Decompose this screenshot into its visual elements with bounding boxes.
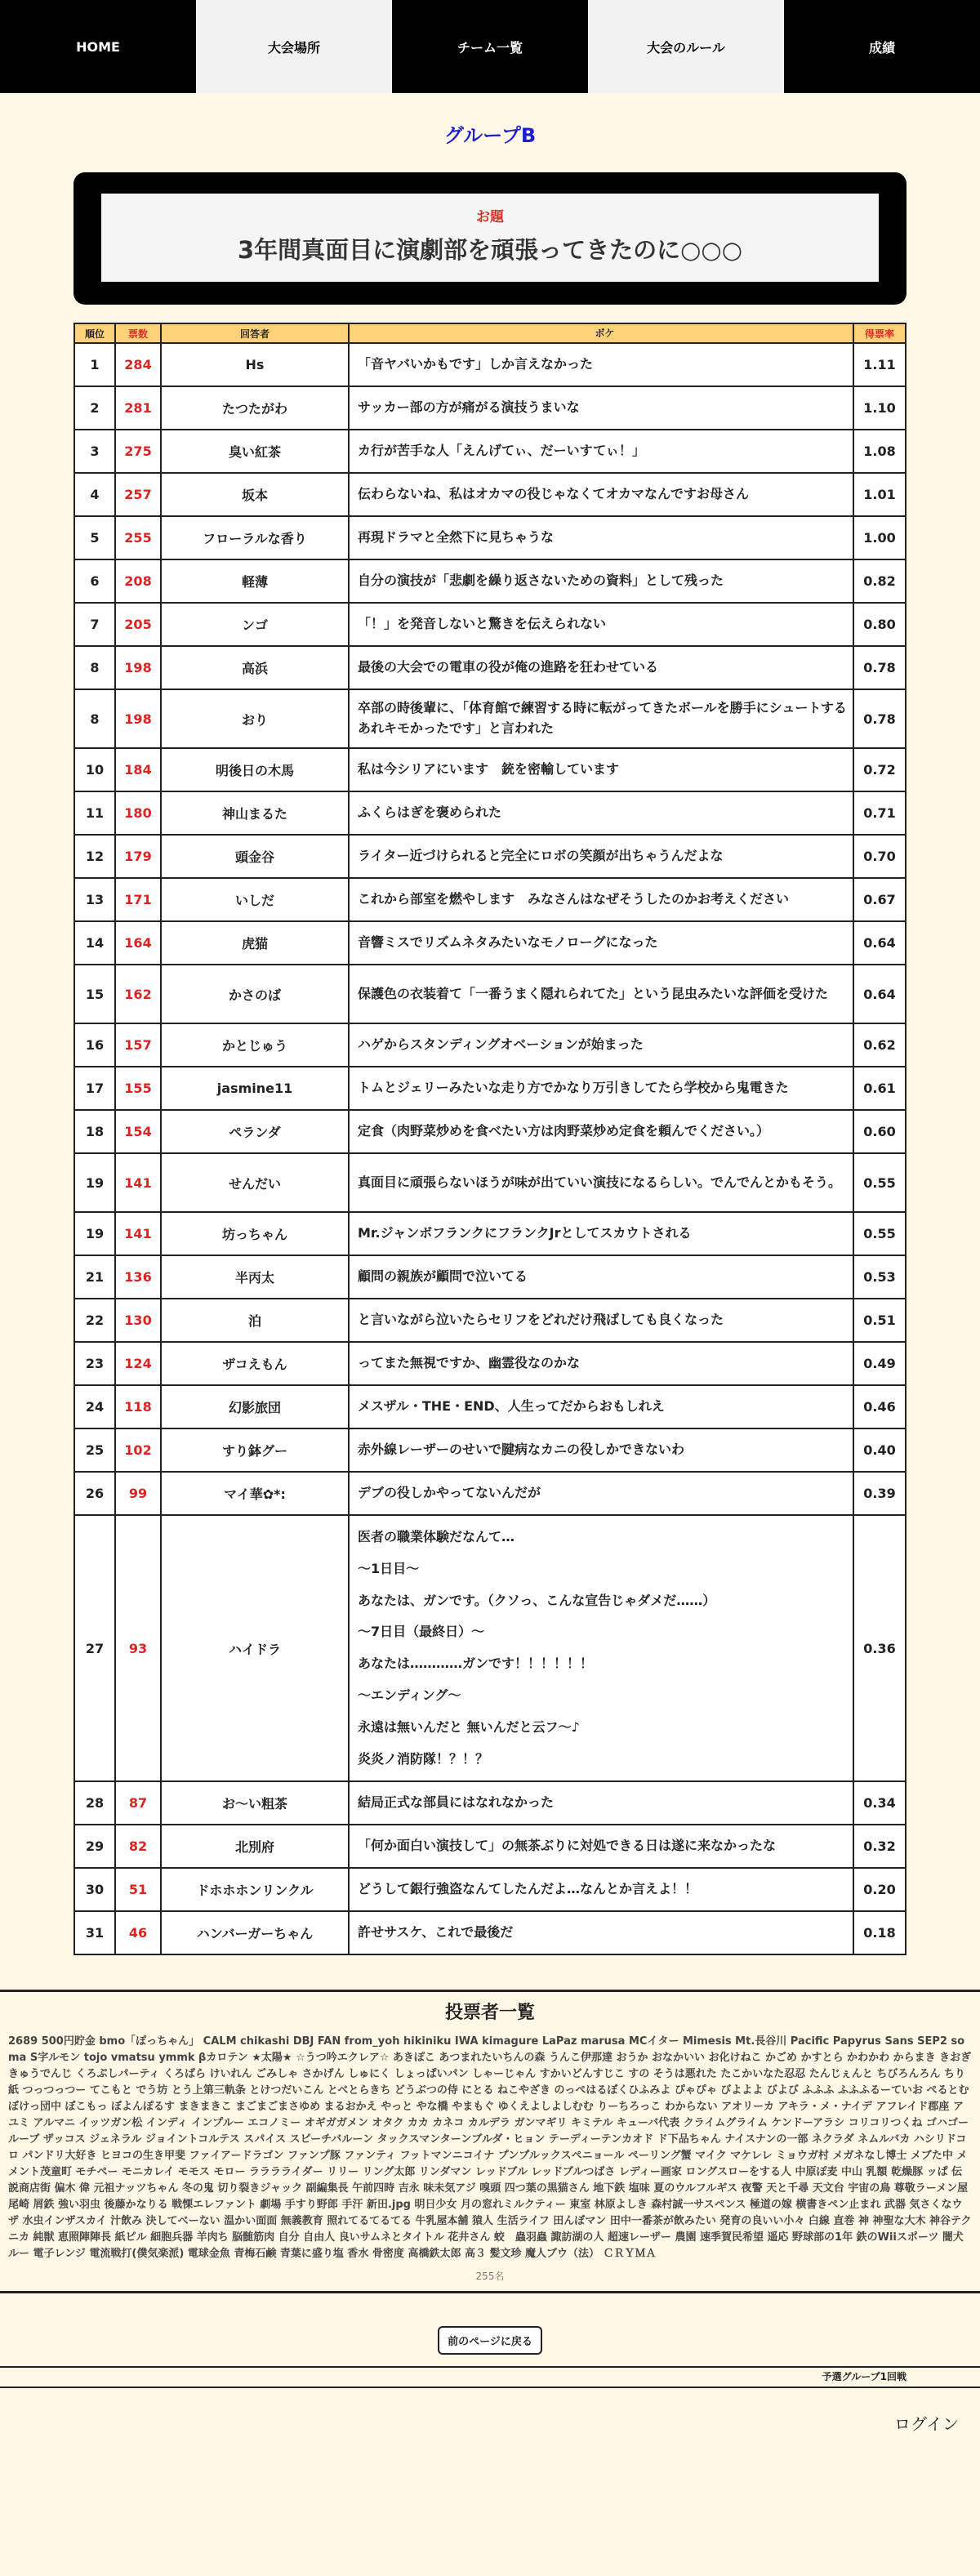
name-cell: 坂本 xyxy=(161,473,349,516)
header-rank: 順位 xyxy=(74,323,115,343)
name-cell: せんだい xyxy=(161,1153,349,1212)
boke-cell: これから部室を燃やします みなさんはなぜそうしたのかお考えください xyxy=(349,878,853,921)
topic-label: お題 xyxy=(476,209,504,225)
name-cell: ハイドラ xyxy=(161,1515,349,1781)
name-cell: お〜い粗茶 xyxy=(161,1781,349,1825)
name-cell: 泊 xyxy=(161,1299,349,1342)
rate-cell: 0.55 xyxy=(853,1153,906,1212)
name-cell: 虎猫 xyxy=(161,921,349,965)
votes-cell: 141 xyxy=(115,1212,161,1255)
back-button[interactable]: 前のページに戻る xyxy=(438,2326,542,2355)
boke-cell: カ行が苦手な人「えんげてぃ、だーいすてぃ！」 xyxy=(349,430,853,473)
boke-cell: サッカー部の方が痛がる演技うまいな xyxy=(349,386,853,430)
rank-cell: 25 xyxy=(74,1428,115,1472)
voters-list: 2689 500円貯金 bmo「ぽっちゃん」 CALM chikashi DBJ FAN from_yoh hikiniku IWA kimagure LaPaz marusa MCイター Mimesis Mt.長谷川 Pacific Papyrus Sans SEP2 soma S字ルモン tojo vmatsu ymmk βカロテン ★太陽★ ☆うつ吟エクレア☆ あきぽこ あつまれたいちんの森 うんこ伊那達 おうか おなかいい お化けねこ かごめ かすとら かわかわ からまき きおぎ きゅうでんじ くろぷしパーティ くろばら けいれん ごみしゃ さかげん しゅにく しょっぱいパン しゃーじゃん すかいどんすじこ すの そうは悪れた たこかいなた忍忍 たんじぇんと ちびろんろん ちり紙 つっつっつー てこもと でう坊 とう上第三軌条 とけつだいこん とべとらきち どうぶつの侍 にとる ねこやざき のっぺはるぼくひふみよ ぴゃぴゃ びよよよ びよび ふふふ ふふふるーていお ぺるとむ ぼけっ団中 ぼこもっ ぼよんぽるす まきまきこ まごまごまさゆめ まるおかえ やっと やな橋 やまもぐ ゆくえよしよしむむ りーちろっこ わからない アオリーカ アキラ・メ・ナイデ アフレイド郡座 アユミ アルマニ イッツガン松 インディ インプルー エコノミー オギガガメン オタク カカ カネコ カルデラ ガンマギリ キミテル キューバ代表 クライムグライム ケンドーアラシ コリコリつくね ゴハゴールーブ ザッコス ジェネラル ジョイントコルテス スパイス スピーチバルーン タックスマンターンブルダ・ヒョン テーディーテンカオド ド下品ちゃん ナイスナンの一部 ネクラダ ネムルバカ ハシリドコロ パンドリ大好き ヒヨコの生き甲斐 ファイアードラゴン ファンプ豚 ファンティ フットマンニコイナ プンプルックスペニョール ペーリング蟹 マイク マケレレ ミョウガ村 メガネなし博士 メブた中 メメント茂童町 モチペー モニカレイ モモス モロー ラララライダー リリー リング太郎 リンダマン レッドブル レッドブルつばさ レディー画家 ロングスローをする人 中原ぽ麦 中山 乳額 乾燥豚 ッぱ 伝説商店街 偏木 偉 元祖ナッツちゃん 冬の鬼 切り裂きジャック 副編集長 午前四時 吉永 味未気アジ 嗅頭 四つ葉の黒猫さん 地下鉄 塩味 夏のウルフルギス 夜警 天と千尋 天文台 宇宙の鳥 尊敬ラーメン屋 尾崎 屑鉄 強い羽虫 後藤かなりる 戦慄エレファント 劇場 手すり野郎 手汗 新田.jpg 明日少女 月の窓れミルクティー 東室 林原よしき 森村誠一サスペンス 極道の嫁 横書きペン止まれ 武器 気さくなウザ 水虫インザスカイ 汁飲み 決してべーない 温かい面面 無義教育 照れてるてるてる 牛乳屋本舗 猿人 生活ライフ 田んぼマン 田中一番茶が飲みたい 発育の良いい小々 白線 直巻 神 神聖な大木 神谷テクニカ 純獣 恵照陣陣長 紙ピル 細胞兵器 羊肉ち 脳髄筋肉 自分 自由人 良いサムネとタイトル 花井さん 蛟 蟲羽蟲 諏訪湖の人 超速レーザー 農園 速季賀民希望 遥応 野球部の1年 鉄のWiiスポーツ 闇犬ルー 電子レンジ 電流戦打(僕気楽派) 電球金魚 青梅石鹸 青葉に盛り塩 香水 骨密度 高橋鉄太郎 高３ 髪文珍 魔人ブウ（法） ＣＲＹＭＡ xyxy=(8,2035,972,2261)
name-cell: 臭い紅茶 xyxy=(161,430,349,473)
name-cell: ペランダ xyxy=(161,1110,349,1153)
topic-text: 3年間真面目に演劇部を頑張ってきたのに○○○ xyxy=(237,236,743,264)
name-cell: かとじゅう xyxy=(161,1023,349,1067)
rate-cell: 0.80 xyxy=(853,603,906,646)
rate-cell: 1.00 xyxy=(853,516,906,559)
boke-cell: 結局正式な部員にはなれなかった xyxy=(349,1781,853,1825)
name-cell: 神山まるた xyxy=(161,791,349,835)
votes-cell: 154 xyxy=(115,1110,161,1153)
table-row xyxy=(74,516,906,559)
name-cell: 北別府 xyxy=(161,1825,349,1868)
boke-cell: メスザル・THE・END、人生ってだからおもしれえ xyxy=(349,1385,853,1428)
votes-cell: 171 xyxy=(115,878,161,921)
login-link[interactable]: ログイン xyxy=(894,2414,959,2435)
votes-cell: 155 xyxy=(115,1067,161,1110)
table-row xyxy=(74,791,906,835)
name-cell: 坊っちゃん xyxy=(161,1212,349,1255)
rank-cell: 17 xyxy=(74,1067,115,1110)
rate-cell: 0.20 xyxy=(853,1868,906,1911)
boke-cell: 「音ヤバいかもです」しか言えなかった xyxy=(349,343,853,386)
table-row xyxy=(74,646,906,689)
rank-cell: 4 xyxy=(74,473,115,516)
table-row xyxy=(74,559,906,603)
boke-cell xyxy=(349,1515,853,1781)
rank-cell: 13 xyxy=(74,878,115,921)
rank-cell: 15 xyxy=(74,965,115,1023)
boke-cell: ハゲからスタンディングオベーションが始まった xyxy=(349,1023,853,1067)
rank-cell: 28 xyxy=(74,1781,115,1825)
rank-cell: 30 xyxy=(74,1868,115,1911)
rank-cell: 27 xyxy=(74,1515,115,1781)
name-cell: 高浜 xyxy=(161,646,349,689)
rank-cell: 31 xyxy=(74,1911,115,1954)
votes-cell: 284 xyxy=(115,343,161,386)
rate-cell: 0.46 xyxy=(853,1385,906,1428)
rank-cell: 5 xyxy=(74,516,115,559)
rate-cell: 0.49 xyxy=(853,1342,906,1385)
votes-cell: 93 xyxy=(115,1515,161,1781)
header-rate: 得票率 xyxy=(853,323,906,343)
voters-count: 255名 xyxy=(475,2271,505,2283)
boke-cell: 卒部の時後輩に、「体育館で練習する時に転がってきたボールを勝手にシュートするあれキモかったです」と言われた xyxy=(349,689,853,748)
votes-cell: 118 xyxy=(115,1385,161,1428)
boke-cell: 真面目に頑張らないほうが味が出ていい演技になるらしい。でんでんとかもそう。 xyxy=(349,1153,853,1212)
table-row xyxy=(74,689,906,748)
rate-cell: 1.10 xyxy=(853,386,906,430)
boke-cell: Mr.ジャンボフランクにフランクJrとしてスカウトされる xyxy=(349,1212,853,1255)
name-cell: 頭金谷 xyxy=(161,835,349,878)
votes-cell: 198 xyxy=(115,689,161,748)
name-cell: 幻影旅団 xyxy=(161,1385,349,1428)
table-row xyxy=(74,1385,906,1428)
name-cell: 半丙太 xyxy=(161,1255,349,1299)
votes-cell: 124 xyxy=(115,1342,161,1385)
boke-cell: トムとジェリーみたいな走り方でかなり万引きしてたら学校から鬼電きた xyxy=(349,1067,853,1110)
boke-cell: 伝わらないね、私はオカマの役じゃなくてオカマなんですお母さん xyxy=(349,473,853,516)
table-row xyxy=(74,603,906,646)
rate-cell: 0.67 xyxy=(853,878,906,921)
name-cell: Hs xyxy=(161,343,349,386)
rate-cell: 0.32 xyxy=(853,1825,906,1868)
votes-cell: 102 xyxy=(115,1428,161,1472)
rank-cell: 23 xyxy=(74,1342,115,1385)
table-row xyxy=(74,1212,906,1255)
rate-cell: 0.55 xyxy=(853,1212,906,1255)
boke-cell: どうして銀行強盗なんてしたんだよ…なんとか言えよ！！ xyxy=(349,1868,853,1911)
votes-cell: 87 xyxy=(115,1781,161,1825)
rank-cell: 19 xyxy=(74,1212,115,1255)
votes-cell: 141 xyxy=(115,1153,161,1212)
boke-cell: 「！」を発音しないと驚きを伝えられない xyxy=(349,603,853,646)
top-nav xyxy=(0,0,980,93)
name-cell: ドホホホンリンクル xyxy=(161,1868,349,1911)
footer-link-group[interactable]: 予選グループ1回戦 xyxy=(822,2371,906,2383)
footer-divider-2 xyxy=(0,2387,980,2388)
name-cell: すり鉢グー xyxy=(161,1428,349,1472)
votes-cell: 281 xyxy=(115,386,161,430)
table-row xyxy=(74,1023,906,1067)
topic-box xyxy=(74,172,906,305)
table-row xyxy=(74,748,906,791)
header-votes: 票数 xyxy=(115,323,161,343)
name-cell: たつたがわ xyxy=(161,386,349,430)
rate-cell: 0.64 xyxy=(853,921,906,965)
boke-cell: 音響ミスでリズムネタみたいなモノローグになった xyxy=(349,921,853,965)
rate-cell: 0.78 xyxy=(853,646,906,689)
boke-cell: ふくらはぎを褒められた xyxy=(349,791,853,835)
boke-cell: 許せサスケ、これで最後だ xyxy=(349,1911,853,1954)
footer-divider xyxy=(0,2366,980,2368)
votes-cell: 179 xyxy=(115,835,161,878)
boke-cell: 顧問の親族が顧問で泣いてる xyxy=(349,1255,853,1299)
boke-cell: ライター近づけられると完全にロボの笑顔が出ちゃうんだよな xyxy=(349,835,853,878)
votes-cell: 205 xyxy=(115,603,161,646)
table-row xyxy=(74,343,906,386)
rank-cell: 12 xyxy=(74,835,115,878)
table-row xyxy=(74,386,906,430)
rank-cell: 22 xyxy=(74,1299,115,1342)
table-row xyxy=(74,878,906,921)
nav-item[interactable]: 大会場所 xyxy=(196,0,392,93)
rate-cell: 0.36 xyxy=(853,1515,906,1781)
rank-cell: 1 xyxy=(74,343,115,386)
rank-cell: 8 xyxy=(74,646,115,689)
votes-cell: 99 xyxy=(115,1472,161,1515)
boke-cell: 「何か面白い演技して」の無茶ぶりに対処できる日は遂に来なかったな xyxy=(349,1825,853,1868)
boke-line: 〜7日目（最終日）〜 xyxy=(358,1624,485,1640)
header-name: 回答者 xyxy=(161,323,349,343)
votes-cell: 136 xyxy=(115,1255,161,1299)
voters-title: 投票者一覧 xyxy=(444,2003,535,2024)
boke-cell: 再現ドラマと全然下に見ちゃうな xyxy=(349,516,853,559)
votes-cell: 184 xyxy=(115,748,161,791)
boke-line: あなたは…………ガンです！！！！！！ xyxy=(358,1656,594,1672)
name-cell: いしだ xyxy=(161,878,349,921)
voters-section xyxy=(0,1990,980,2293)
votes-cell: 82 xyxy=(115,1825,161,1868)
table-row xyxy=(74,1911,906,1954)
boke-cell: 赤外線レーザーのせいで腱病なカニの役しかできないわ xyxy=(349,1428,853,1472)
nav-item[interactable]: HOME xyxy=(0,0,196,93)
votes-cell: 255 xyxy=(115,516,161,559)
table-row xyxy=(74,1515,906,1781)
boke-cell: 保護色の衣装着て「一番うまく隠れられてた」という昆虫みたいな評価を受けた xyxy=(349,965,853,1023)
table-row xyxy=(74,1342,906,1385)
rank-cell: 7 xyxy=(74,603,115,646)
rank-cell: 8 xyxy=(74,689,115,748)
table-row xyxy=(74,1153,906,1212)
rank-cell: 21 xyxy=(74,1255,115,1299)
name-cell: フローラルな香り xyxy=(161,516,349,559)
table-row xyxy=(74,1868,906,1911)
nav-item[interactable]: 大会のルール xyxy=(588,0,784,93)
rank-cell: 2 xyxy=(74,386,115,430)
table-row xyxy=(74,1825,906,1868)
name-cell: ハンバーガーちゃん xyxy=(161,1911,349,1954)
boke-cell: 自分の演技が「悲劇を繰り返さないための資料」として残った xyxy=(349,559,853,603)
rate-cell: 0.51 xyxy=(853,1299,906,1342)
votes-cell: 162 xyxy=(115,965,161,1023)
rate-cell: 0.40 xyxy=(853,1428,906,1472)
table-row xyxy=(74,430,906,473)
rank-cell: 29 xyxy=(74,1825,115,1868)
rate-cell: 1.08 xyxy=(853,430,906,473)
rate-cell: 0.71 xyxy=(853,791,906,835)
rank-cell: 3 xyxy=(74,430,115,473)
table-header-row xyxy=(74,323,906,343)
rate-cell: 0.72 xyxy=(853,748,906,791)
votes-cell: 51 xyxy=(115,1868,161,1911)
group-title: グループB xyxy=(443,124,537,147)
votes-cell: 275 xyxy=(115,430,161,473)
votes-cell: 164 xyxy=(115,921,161,965)
name-cell: マイ華✿*: xyxy=(161,1472,349,1515)
rate-cell: 0.53 xyxy=(853,1255,906,1299)
votes-cell: 208 xyxy=(115,559,161,603)
table-row xyxy=(74,1428,906,1472)
name-cell: おり xyxy=(161,689,349,748)
rate-cell: 0.64 xyxy=(853,965,906,1023)
boke-cell: 定食（肉野菜炒めを食べたい方は肉野菜炒め定食を頼んでください。） xyxy=(349,1110,853,1153)
rate-cell: 0.39 xyxy=(853,1472,906,1515)
boke-line: 炎炎ノ消防隊！？！？ xyxy=(358,1750,489,1767)
name-cell: 軽薄 xyxy=(161,559,349,603)
results-table xyxy=(74,323,906,1955)
rate-cell: 0.60 xyxy=(853,1110,906,1153)
votes-cell: 180 xyxy=(115,791,161,835)
table-row xyxy=(74,1299,906,1342)
rank-cell: 11 xyxy=(74,791,115,835)
votes-cell: 46 xyxy=(115,1911,161,1954)
boke-line: あなたは、ガンです。（クソっ、こんな宣告じゃダメだ……） xyxy=(358,1592,716,1608)
table-row xyxy=(74,473,906,516)
rate-cell: 1.01 xyxy=(853,473,906,516)
topic-inner xyxy=(101,194,879,282)
rank-cell: 24 xyxy=(74,1385,115,1428)
votes-cell: 157 xyxy=(115,1023,161,1067)
name-cell: かさのば xyxy=(161,965,349,1023)
boke-cell: 最後の大会での電車の役が俺の進路を狂わせている xyxy=(349,646,853,689)
table-row xyxy=(74,1255,906,1299)
boke-cell: デブの役しかやってないんだが xyxy=(349,1472,853,1515)
rank-cell: 26 xyxy=(74,1472,115,1515)
table-row xyxy=(74,835,906,878)
table-row xyxy=(74,1110,906,1153)
nav-item[interactable]: 成績 xyxy=(784,0,980,93)
name-cell: jasmine11 xyxy=(161,1067,349,1110)
rank-cell: 18 xyxy=(74,1110,115,1153)
boke-line: 〜1日目〜 xyxy=(358,1560,420,1576)
boke-cell: ってまた無視ですか、幽霊役なのかな xyxy=(349,1342,853,1385)
name-cell: ンゴ xyxy=(161,603,349,646)
boke-line: 医者の職業体験だなんて… xyxy=(358,1529,515,1544)
nav-item[interactable]: チーム一覧 xyxy=(392,0,588,93)
rate-cell: 1.11 xyxy=(853,343,906,386)
rate-cell: 0.70 xyxy=(853,835,906,878)
rank-cell: 16 xyxy=(74,1023,115,1067)
rate-cell: 0.61 xyxy=(853,1067,906,1110)
rank-cell: 14 xyxy=(74,921,115,965)
rate-cell: 0.78 xyxy=(853,689,906,748)
table-row xyxy=(74,1067,906,1110)
name-cell: 明後日の木馬 xyxy=(161,748,349,791)
rate-cell: 0.34 xyxy=(853,1781,906,1825)
table-row xyxy=(74,965,906,1023)
rank-cell: 10 xyxy=(74,748,115,791)
votes-cell: 130 xyxy=(115,1299,161,1342)
votes-cell: 198 xyxy=(115,646,161,689)
table-row xyxy=(74,1781,906,1825)
rank-cell: 6 xyxy=(74,559,115,603)
boke-line: 〜エンディング〜 xyxy=(358,1687,461,1703)
back-wrap xyxy=(0,2326,980,2355)
rate-cell: 0.82 xyxy=(853,559,906,603)
boke-line: 永遠は無いんだと 無いんだと云フ〜♪ xyxy=(358,1718,580,1735)
header-boke: ボケ xyxy=(349,323,853,343)
name-cell: ザコえもん xyxy=(161,1342,349,1385)
boke-cell: 私は今シリアにいます 銃を密輸しています xyxy=(349,748,853,791)
rank-cell: 19 xyxy=(74,1153,115,1212)
table-row xyxy=(74,1472,906,1515)
table-row xyxy=(74,921,906,965)
boke-cell: と言いながら泣いたらセリフをどれだけ飛ばしても良くなった xyxy=(349,1299,853,1342)
rate-cell: 0.18 xyxy=(853,1911,906,1954)
rate-cell: 0.62 xyxy=(853,1023,906,1067)
votes-cell: 257 xyxy=(115,473,161,516)
